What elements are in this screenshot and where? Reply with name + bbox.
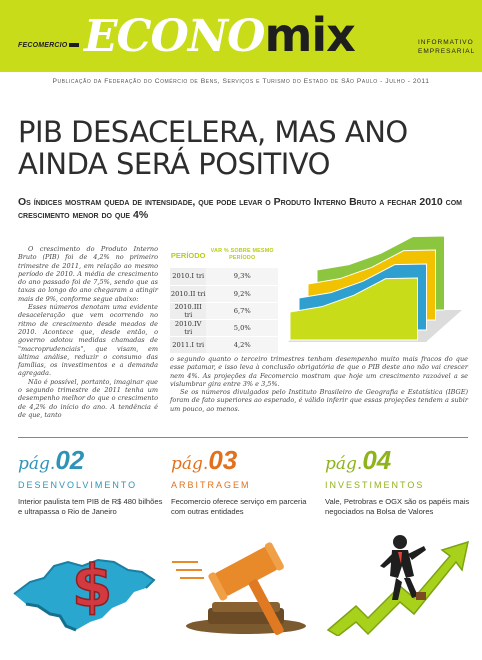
page-ref xyxy=(171,446,321,478)
headline-line-2: AINDA SERÁ POSITIVO xyxy=(18,147,330,181)
table-cell-period: 2010.III tri xyxy=(170,302,206,319)
article-left-column xyxy=(18,245,158,419)
publication-line: Publicação da Federação do Comércio de Bens, Serviços e Turismo do Estado de São Paulo - Julho - 2011 xyxy=(52,78,430,85)
page-word: pág. xyxy=(171,454,209,474)
paragraph: Se os números divulgados pelo Instituto Brasileiro de Geografia e Estatística (IBGE) foram de fato superiores ao esperado, é válido inferir que essas projeções tendem a subir um pouco, ao menos. xyxy=(170,388,468,413)
page-ref xyxy=(18,446,168,478)
section-description: Vale, Petrobras e OGX são os papéis mais negociados na Bolsa de Valores xyxy=(325,497,470,516)
table-cell-period: 2010.II tri xyxy=(170,285,206,302)
subhead: Os índices mostram queda de intensidade, que pode levar o Produto Interno Bruto a fechar 2010 com crescimento menor do que 4% xyxy=(18,196,462,221)
section-description: Interior paulista tem PIB de R$ 480 bilhões e ultrapassa o Rio de Janeiro xyxy=(18,497,163,516)
paragraph: Não é possível, portanto, imaginar que o segundo trimestre de 2011 tenha um desempenho melhor do que o crescimento de 4,2% do início do ano. A tendência é de que, tanto xyxy=(18,377,158,419)
table-cell-period: 2011.I tri xyxy=(170,336,206,353)
divider xyxy=(18,437,468,438)
table-cell-rate: 9,2% xyxy=(206,285,278,302)
tagline xyxy=(418,38,475,56)
table-cell-period: 2010.IV tri xyxy=(170,319,206,336)
section-title: DESENVOLVIMENTO xyxy=(18,480,138,490)
businessman-arrow-icon xyxy=(322,522,472,636)
headline-line-1: PIB DESACELERA, MAS ANO xyxy=(18,115,408,149)
section-investimentos[interactable] xyxy=(325,446,475,516)
gavel-icon xyxy=(168,522,318,636)
tagline-line-1: INFORMATIVO xyxy=(418,39,474,46)
article-right-column xyxy=(170,355,468,413)
page-number: 02 xyxy=(55,445,85,475)
table-row xyxy=(170,268,278,285)
table-cell-rate: 5,0% xyxy=(206,319,278,336)
paragraph: o segundo quanto o terceiro trimestres tenham desempenho muito mais fracos do que esse patamar, e isso leva à conclusão obrigatória de que o PIB deste ano não vai crescer nem 4%. As projeções da Fecomercio mostram que hoje um crescimento razoável a se vislumbrar gira entre 3% e 3,5%. xyxy=(170,355,468,388)
table-cell-rate: 9,3% xyxy=(206,268,278,285)
paragraph: Esses números denotam uma evidente desaceleração que vem ocorrendo no ritmo de crescimento desde meados de 2010. Acontece que, desde então, o governo adotou medidas chamadas de "macroprudenciais", que visam, em última análise, reduzir o consumo das famílias, os investimentos e a demanda agregada. xyxy=(18,303,158,378)
table-row xyxy=(170,319,278,336)
logo-econo: ECONO xyxy=(84,11,265,62)
sao-paulo-map-dollar-icon xyxy=(10,522,160,636)
page-number: 04 xyxy=(362,445,392,475)
masthead xyxy=(0,0,482,72)
table-row xyxy=(170,285,278,302)
section-description: Fecomercio oferece serviço em parceria com outras entidades xyxy=(171,497,307,516)
page-ref xyxy=(325,446,475,478)
logo-bar-icon xyxy=(69,43,79,47)
page-number: 03 xyxy=(208,445,238,475)
logo-mix: mix xyxy=(264,8,355,62)
section-title: ARBITRAGEM xyxy=(171,480,251,490)
page-word: pág. xyxy=(18,454,56,474)
table-cell-rate: 6,7% xyxy=(206,302,278,319)
page-word: pág. xyxy=(325,454,363,474)
section-arbitragem[interactable] xyxy=(171,446,321,516)
table-header-period: PERÍODO xyxy=(170,250,206,260)
gdp-ribbon-chart xyxy=(286,232,470,350)
paragraph: O crescimento do Produto Interno Bruto (PIB) foi de 4,2% no primeiro trimestre de 2011, em relação ao mesmo período de 2010. A média de crescimento do ano passado foi de 7,5%, sendo que as taxas ao longo do ano chegaram a atingir mais de 9%, conforme segue abaixo: xyxy=(18,245,158,303)
tagline-line-2: EMPRESARIAL xyxy=(418,48,476,55)
section-desenvolvimento[interactable] xyxy=(18,446,168,516)
table-header-rate: VAR % SOBRE MESMO PERÍODO xyxy=(210,248,274,261)
gdp-growth-table xyxy=(170,246,278,354)
table-row xyxy=(170,302,278,319)
fecomercio-logo xyxy=(18,42,79,49)
section-title: INVESTIMENTOS xyxy=(325,480,425,490)
svg-text:$: $ xyxy=(72,552,113,620)
headline xyxy=(18,116,468,180)
fecomercio-logo-text: FECOMERCIO xyxy=(18,42,68,49)
table-cell-rate: 4,2% xyxy=(206,336,278,353)
table-row xyxy=(170,336,278,353)
table-cell-period: 2010.I tri xyxy=(170,268,206,285)
economix-logo xyxy=(84,8,355,64)
